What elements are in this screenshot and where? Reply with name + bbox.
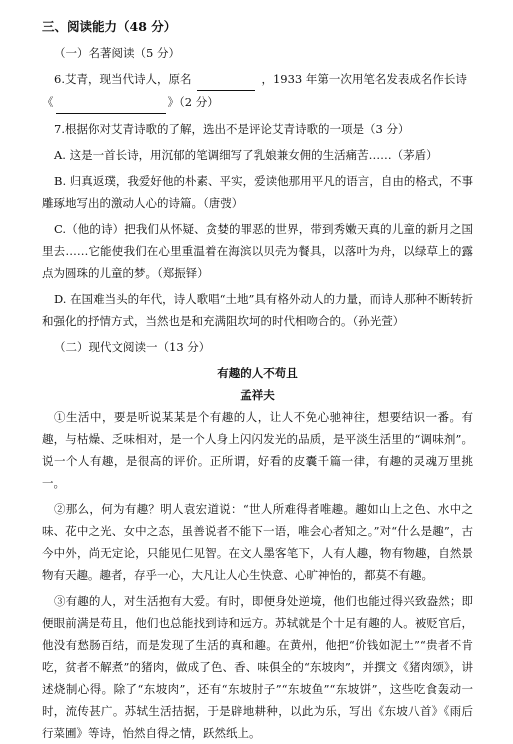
article-paragraph-3: ③有趣的人，对生活抱有大爱。有时，即便身处逆境，他们也能过得兴致盎然；即便眼前满是苟且，他们也总能找到诗和远方。苏轼就是个十足有趣的人。被贬官后，他没有愁肠百结，而是发现了生活的真和趣。在黄州，他把“价钱如泥土”“贵者不肯吃，贫者不解煮”的猪肉，做成了色、香、味俱全的“东坡肉”，并撰文《猪肉颂》，讲述烧制心得。除了“东坡肉”，还有“东坡肘子”“东坡鱼”“东坡饼”，这些吃食轰动一时，流传甚广。苏轼生活拮据，于是辟地耕种，以此为乐，写出《东坡八首》《雨后行菜圃》等诗，怡然自得之情，跃然纸上。 <box>42 594 473 740</box>
part1-title: （一）名著阅读（5 分） <box>54 46 180 60</box>
q7-option-d: D. 在国难当头的年代，诗人歌唱“土地”具有格外动人的力量，而诗人那种不断转折和强化的抒情方式，当然也是和充满阻坎坷的时代相吻合的。（孙光萱） <box>42 292 473 328</box>
question-6 <box>42 68 473 91</box>
q6-text-d: 》（2 分） <box>167 95 219 109</box>
q7-option-a: A. 这是一首长诗，用沉郁的笔调细写了乳娘兼女佣的生活痛苦……（茅盾） <box>54 148 438 162</box>
part2-title: （二）现代文阅读一（13 分） <box>54 340 211 354</box>
section-title: 三、阅读能力（48 分） <box>42 19 177 34</box>
article-paragraph-2: ②那么，何为有趣？明人袁宏道说：“世人所难得者唯趣。趣如山上之色、水中之味、花中之光、女中之态，虽善说者不能下一语，唯会心者知之。”对“什么是趣”，古今中外，尚无定论，只能见仁见智。在文人墨客笔下，人有人趣，物有物趣，自然景物有天趣。趣者，存乎一心，大凡让人心生快意、心旷神怡的，都莫不有趣。 <box>42 502 473 582</box>
q6-blank-poem[interactable] <box>56 91 166 114</box>
q7-option-b: B. 归真返璞，我爱好他的朴素、平实，爱读他那用平凡的语言，自由的格式，不事雕琢地写出的激动人心的诗篇。（唐弢） <box>42 174 473 210</box>
question-6-cont <box>42 91 473 114</box>
q6-blank-name[interactable] <box>197 68 255 91</box>
article-paragraph-1: ①生活中，要是听说某某是个有趣的人，让人不免心驰神往，想要结识一番。有趣，与枯燥、乏味相对，是一个人身上闪闪发光的品质，是平淡生活里的“调味剂”。说一个人有趣，是很高的评价。正所谓，好看的皮囊千篇一律，有趣的灵魂万里挑一。 <box>42 410 473 490</box>
q7-option-c: C.（他的诗）把我们从怀疑、贪婪的罪恶的世界，带到秀嫩天真的儿童的新月之国里去……它能使我们在心里重温着在海滨以贝壳为餐具，以落叶为舟，以绿草上的露点为圆珠的儿童的梦。（郑振铎） <box>42 222 473 280</box>
article-title: 有趣的人不苟且 <box>217 366 298 380</box>
q6-text-a: 6.艾青，现当代诗人，原名 <box>54 72 192 86</box>
q6-text-c: 《 <box>42 95 54 109</box>
article-author: 孟祥夫 <box>240 388 275 402</box>
question-7-stem: 7.根据你对艾青诗歌的了解，选出不是评论艾青诗歌的一项是（3 分） <box>54 122 410 136</box>
q6-text-b: ，1933 年第一次用笔名发表成名作长诗 <box>261 72 467 86</box>
